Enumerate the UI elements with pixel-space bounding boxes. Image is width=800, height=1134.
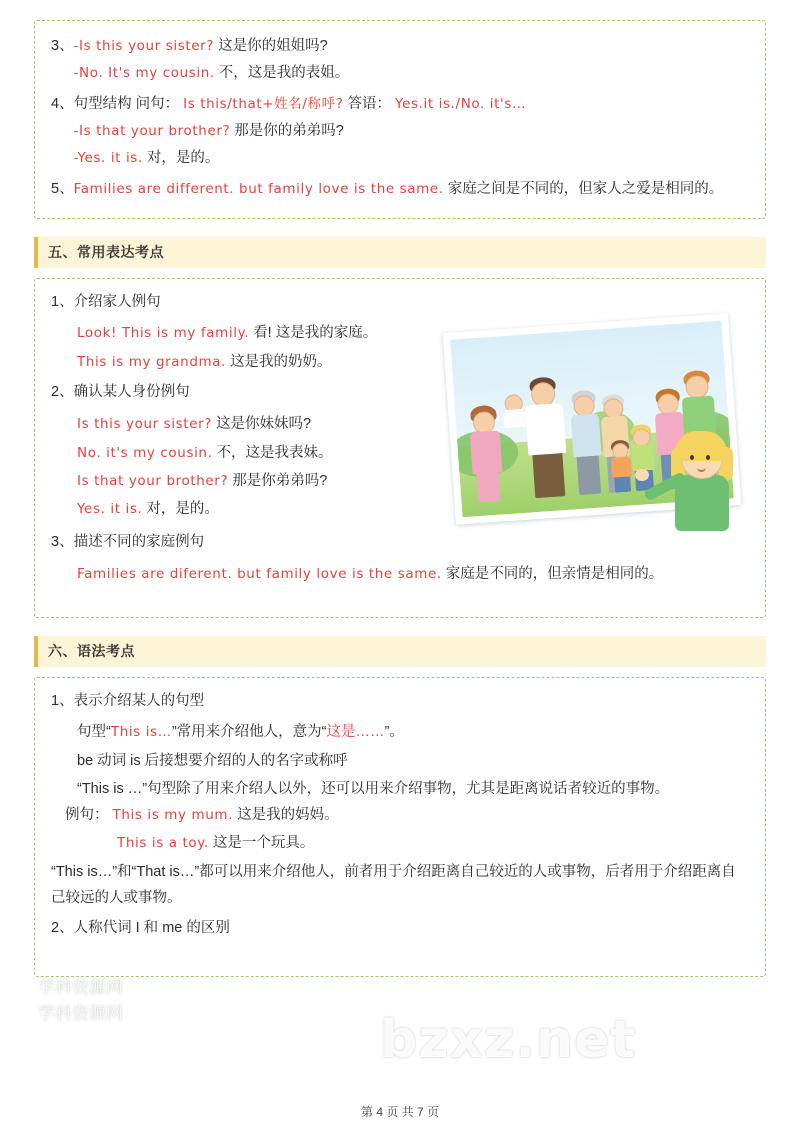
english-text: -No. It's my cousin. (73, 64, 215, 81)
text-line (74, 120, 749, 144)
english-text: This is my grandma. (77, 353, 227, 370)
list-item (51, 178, 749, 202)
list-item (51, 93, 749, 171)
item-body (74, 35, 749, 86)
text-line (65, 831, 749, 856)
chinese-text: 答语： (347, 95, 392, 112)
item-number: 1、 (51, 293, 74, 310)
chinese-text: 这是你的姐姐吗? (218, 38, 328, 54)
family-photo-illustration (441, 313, 751, 543)
english-text: -Is that your brother? (73, 122, 231, 139)
chinese-text: 不，这是我的表姐。 (218, 64, 350, 81)
english-text: This is… (110, 724, 172, 741)
list-item (51, 291, 749, 315)
watermark-small-line2: 学科资源网 (38, 1003, 123, 1023)
list-item (51, 917, 749, 941)
list-item (51, 35, 749, 86)
chinese-text: 那是你的弟弟吗? (234, 122, 344, 139)
english-text: Yes. it is. (77, 501, 143, 518)
text-line (77, 720, 749, 745)
english-text: Is this your sister? (77, 416, 213, 433)
chinese-text: 这是一个玩具。 (212, 834, 315, 851)
english-text: No. it's my cousin. (77, 444, 213, 461)
item-number: 3、 (51, 533, 74, 550)
english-text: Families are different. but family love is the same. (73, 180, 444, 197)
item-detail (51, 562, 749, 587)
english-text: Is this/that+姓名/称呼? (183, 95, 344, 112)
watermark-small (38, 975, 123, 1026)
chinese-text: 不，这是我表妹。 (216, 444, 333, 461)
example-block (51, 803, 749, 857)
chinese-text: 家庭是不同的，但亲情是相同的。 (445, 565, 664, 582)
english-text: Families are diferent. but family love is the same. (77, 565, 442, 582)
watermark-small-line1: 学科资源网 (38, 978, 123, 997)
list-item (51, 690, 749, 714)
chinese-text: 句型“ (77, 724, 111, 741)
item-title: 表示介绍某人的句型 (73, 692, 205, 709)
page-footer: 第 4 页 共 7 页 (360, 1105, 440, 1119)
section-heading-six: 六、语法考点 (34, 636, 766, 667)
item-body (74, 178, 749, 202)
english-text: Is that your brother? (77, 472, 229, 489)
text-line: “This is …”句型除了用来介绍人以外，还可以用来介绍事物，尤其是距离说话者较近的事物。 (77, 781, 670, 798)
text-line (74, 93, 749, 117)
english-text: This is my mum. (112, 806, 234, 823)
item-body (74, 291, 749, 315)
text-line: “This is…”和“That is…”都可以用来介绍他人，前者用于介绍距离自己较近的人或事物，后者用于介绍距离自己较远的人或事物。 (51, 864, 736, 906)
content-box-five (34, 278, 766, 618)
chinese-text: ”常用来介绍他人，意为“ (171, 724, 327, 741)
item-detail (51, 720, 749, 802)
content-box-top (34, 20, 766, 219)
item-title: 确认某人身份例句 (73, 384, 190, 401)
english-text: Yes.it is./No. it's… (395, 95, 527, 112)
section-heading-five: 五、常用表达考点 (34, 237, 766, 268)
text-line (74, 62, 749, 86)
example-label: 例句： (65, 806, 109, 823)
text-line: be 动词 is 后接想要介绍的人的名字或称呼 (77, 752, 348, 769)
english-text: -Is this your sister? (73, 38, 215, 54)
item-number: 1、 (51, 692, 74, 709)
item-number: 5、 (51, 180, 74, 197)
text-line (77, 562, 749, 587)
chinese-text: 看! 这是我的家庭。 (253, 325, 378, 342)
text-line (65, 803, 749, 828)
child-figure (608, 439, 636, 493)
english-text: -Yes. it is. (73, 149, 143, 166)
item-body (74, 690, 749, 714)
chinese-text: 那是你弟弟吗? (232, 472, 328, 489)
item-body (74, 917, 749, 941)
pointing-girl-illustration (659, 433, 745, 537)
item-title: 介绍家人例句 (73, 293, 161, 310)
chinese-text: 家庭之间是不同的，但家人之爱是相同的。 (447, 180, 724, 197)
item-title: 描述不同的家庭例句 (73, 533, 205, 550)
item-number: 2、 (51, 920, 74, 937)
item-body (74, 93, 749, 171)
text-line (74, 147, 749, 171)
english-text: Look! This is my family. (77, 325, 250, 342)
item-number: 3、 (51, 38, 74, 54)
chinese-text: ”。 (384, 724, 404, 741)
chinese-text: 对，是的。 (146, 149, 220, 166)
chinese-text: 这是我的妈妈。 (237, 806, 339, 823)
chinese-text: 这是我的奶奶。 (230, 353, 332, 370)
text-line (74, 178, 749, 202)
text-line (74, 35, 749, 59)
content-box-six (34, 677, 766, 977)
item-number: 2、 (51, 384, 74, 401)
highlighted-chinese-text: 这是…… (326, 724, 385, 741)
watermark-large: bzxz.net (380, 1010, 637, 1070)
item-title: 人称代词 I 和 me 的区别 (73, 920, 230, 937)
item-number: 4、 (51, 95, 74, 112)
chinese-text: 这是你妹妹吗? (216, 416, 312, 433)
family-member (519, 375, 573, 498)
chinese-text: 对，是的。 (146, 501, 219, 518)
chinese-text: 句型结构 问句： (73, 95, 180, 112)
english-text: This is a toy. (117, 834, 209, 851)
